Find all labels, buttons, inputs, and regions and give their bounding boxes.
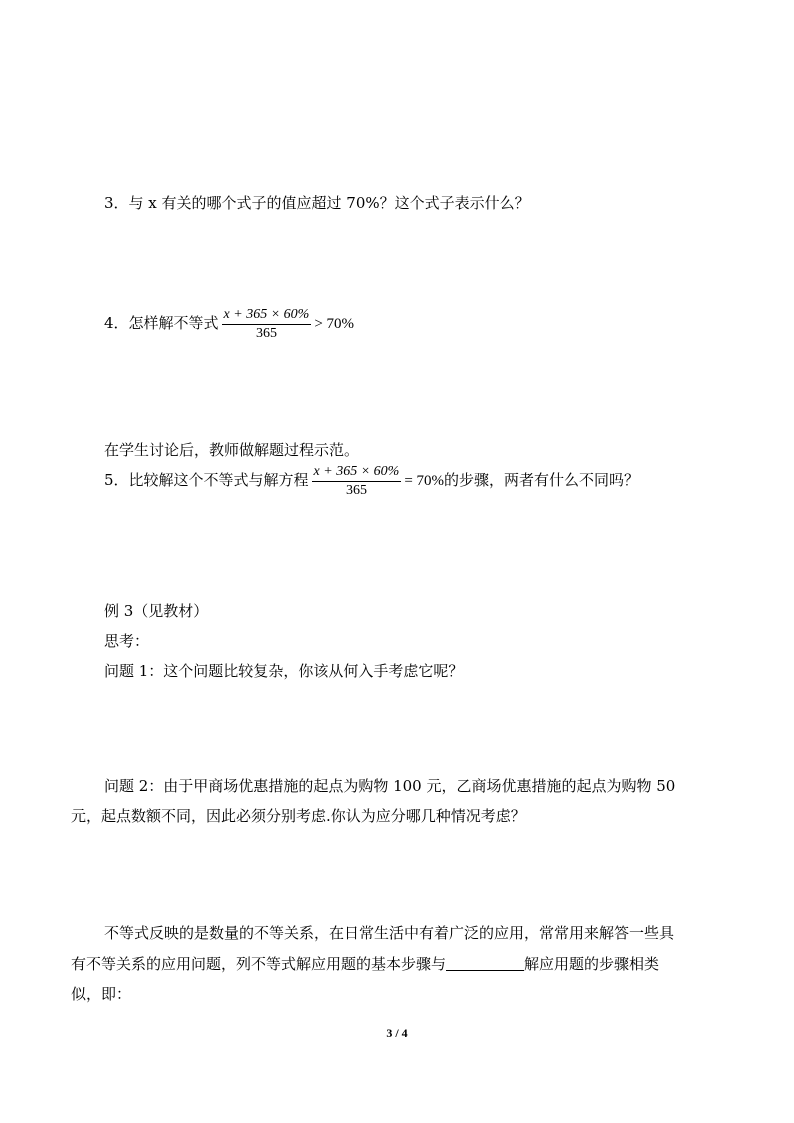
fill-in-blank[interactable] <box>446 954 524 971</box>
question-4-prefix: 4．怎样解不等式 <box>104 314 219 332</box>
example-3-heading: 例 3（见教材） <box>104 602 209 620</box>
question-4 <box>104 303 354 344</box>
inequality-relation: > 70% <box>314 316 355 332</box>
summary-line-2 <box>71 954 659 974</box>
teacher-note: 在学生讨论后，教师做解题过程示范。 <box>104 441 360 459</box>
equation-relation: = 70% <box>404 473 445 489</box>
question-5 <box>104 460 639 501</box>
fraction <box>312 463 402 500</box>
problem-1: 问题 1：这个问题比较复杂，你该从何入手考虑它呢？ <box>104 662 464 680</box>
fraction-denominator: 365 <box>255 325 277 341</box>
summary-line-2-end: 解应用题的步骤相类 <box>524 955 660 973</box>
fraction <box>222 306 312 343</box>
summary-line-1: 不等式反映的是数量的不等关系，在日常生活中有着广泛的应用，常常用来解答一些具 <box>104 924 675 942</box>
fraction-numerator: x + 365 × 60% <box>223 306 310 322</box>
problem-2-line-1: 问题 2：由于甲商场优惠措施的起点为购物 100 元，乙商场优惠措施的起点为购物 50 <box>104 777 676 795</box>
summary-line-3: 似，即： <box>71 985 132 1003</box>
question-5-suffix: 的步骤，两者有什么不同吗？ <box>444 471 640 489</box>
problem-2-line-2: 元，起点数额不同，因此必须分别考虑.你认为应分哪几种情况考虑？ <box>71 807 526 825</box>
summary-line-2-start: 有不等关系的应用问题，列不等式解应用题的基本步骤与 <box>71 955 447 973</box>
page-number: 3 / 4 <box>386 1026 408 1040</box>
question-3: 3．与 x 有关的哪个式子的值应超过 70%？这个式子表示什么？ <box>104 194 530 212</box>
think-label: 思考： <box>104 632 150 650</box>
fraction-denominator: 365 <box>345 482 367 498</box>
fraction-numerator: x + 365 × 60% <box>313 463 400 479</box>
question-5-prefix: 5．比较解这个不等式与解方程 <box>104 471 309 489</box>
